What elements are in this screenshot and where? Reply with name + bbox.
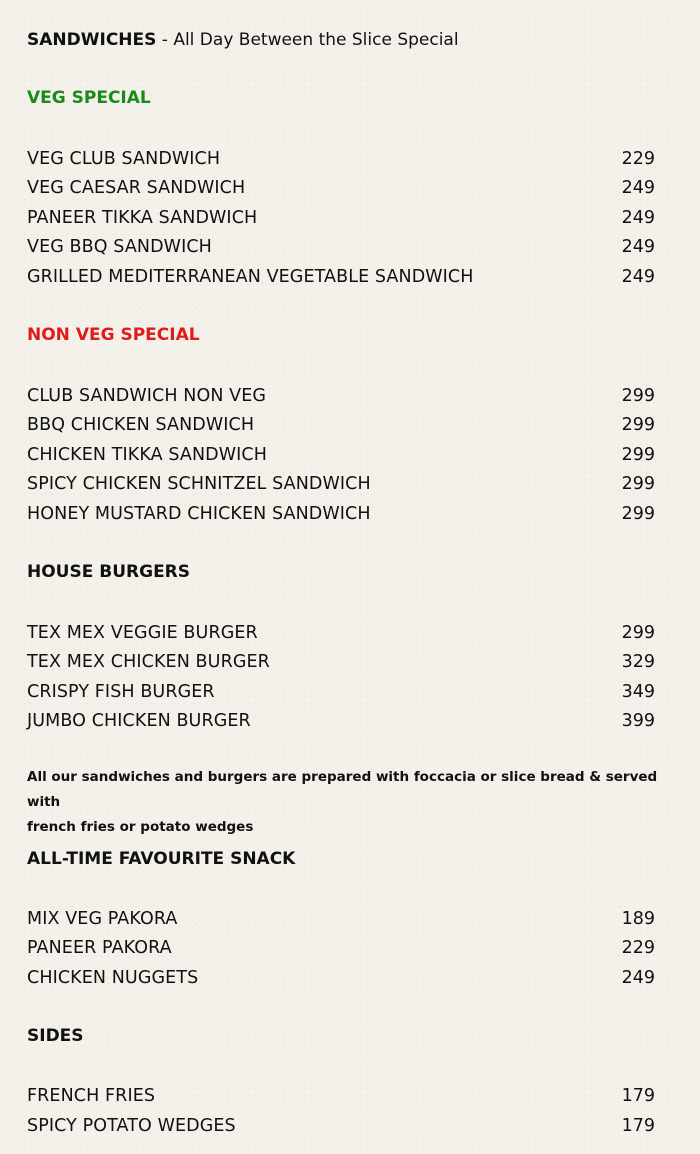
item-price: 229	[621, 938, 655, 958]
sides-title: SIDES	[27, 1026, 84, 1046]
item-name: SPICY CHICKEN SCHNITZEL SANDWICH	[27, 474, 371, 494]
item-name: SPICY POTATO WEDGES	[27, 1116, 236, 1136]
item-price: 299	[621, 415, 655, 435]
menu-item	[27, 385, 655, 407]
menu-item	[27, 177, 655, 199]
item-price: 299	[621, 445, 655, 465]
menu-item	[27, 414, 655, 436]
item-name: TEX MEX VEGGIE BURGER	[27, 623, 258, 643]
item-price: 299	[621, 474, 655, 494]
item-price: 299	[621, 623, 655, 643]
menu-header	[27, 30, 459, 50]
menu-item	[27, 908, 655, 930]
item-price: 249	[621, 237, 655, 257]
menu-item	[27, 710, 655, 732]
item-name: JUMBO CHICKEN BURGER	[27, 711, 251, 731]
item-name: FRENCH FRIES	[27, 1086, 156, 1106]
item-price: 249	[621, 178, 655, 198]
non-veg-special-title: NON VEG SPECIAL	[27, 325, 200, 345]
snacks-title: ALL-TIME FAVOURITE SNACK	[27, 849, 296, 869]
item-name: CRISPY FISH BURGER	[27, 682, 215, 702]
menu-item	[27, 503, 655, 525]
item-name: CHICKEN NUGGETS	[27, 968, 199, 988]
menu-item	[27, 681, 655, 703]
item-name: TEX MEX CHICKEN BURGER	[27, 652, 270, 672]
menu-item	[27, 444, 655, 466]
item-price: 229	[621, 149, 655, 169]
header-title: SANDWICHES	[27, 30, 157, 50]
menu-item	[27, 1085, 655, 1107]
item-price: 399	[621, 711, 655, 731]
menu-item	[27, 937, 655, 959]
menu-item	[27, 473, 655, 495]
item-name: VEG BBQ SANDWICH	[27, 237, 212, 257]
serving-note	[27, 765, 687, 840]
item-name: CHICKEN TIKKA SANDWICH	[27, 445, 267, 465]
item-price: 249	[621, 208, 655, 228]
item-price: 329	[621, 652, 655, 672]
house-burgers-title: HOUSE BURGERS	[27, 562, 191, 582]
item-price: 179	[621, 1116, 655, 1136]
item-name: PANEER PAKORA	[27, 938, 172, 958]
item-price: 249	[621, 968, 655, 988]
item-name: VEG CAESAR SANDWICH	[27, 178, 246, 198]
serving-note-line-2: french fries or potato wedges	[27, 819, 254, 835]
menu-item	[27, 148, 655, 170]
item-price: 299	[621, 386, 655, 406]
menu-item	[27, 236, 655, 258]
item-name: GRILLED MEDITERRANEAN VEGETABLE SANDWICH	[27, 267, 474, 287]
menu-item	[27, 207, 655, 229]
item-name: HONEY MUSTARD CHICKEN SANDWICH	[27, 504, 371, 524]
item-price: 179	[621, 1086, 655, 1106]
menu-item	[27, 266, 655, 288]
menu-item	[27, 651, 655, 673]
item-name: CLUB SANDWICH NON VEG	[27, 386, 267, 406]
serving-note-line-1: All our sandwiches and burgers are prepared with foccacia or slice bread & served with	[27, 769, 658, 810]
item-price: 249	[621, 267, 655, 287]
item-name: PANEER TIKKA SANDWICH	[27, 208, 258, 228]
item-name: BBQ CHICKEN SANDWICH	[27, 415, 255, 435]
menu-item	[27, 1115, 655, 1137]
item-price: 349	[621, 682, 655, 702]
item-name: VEG CLUB SANDWICH	[27, 149, 221, 169]
veg-special-title: VEG SPECIAL	[27, 88, 151, 108]
item-price: 189	[621, 909, 655, 929]
item-price: 299	[621, 504, 655, 524]
header-subtitle: - All Day Between the Slice Special	[156, 30, 459, 50]
item-name: MIX VEG PAKORA	[27, 909, 178, 929]
menu-item	[27, 967, 655, 989]
menu-item	[27, 622, 655, 644]
